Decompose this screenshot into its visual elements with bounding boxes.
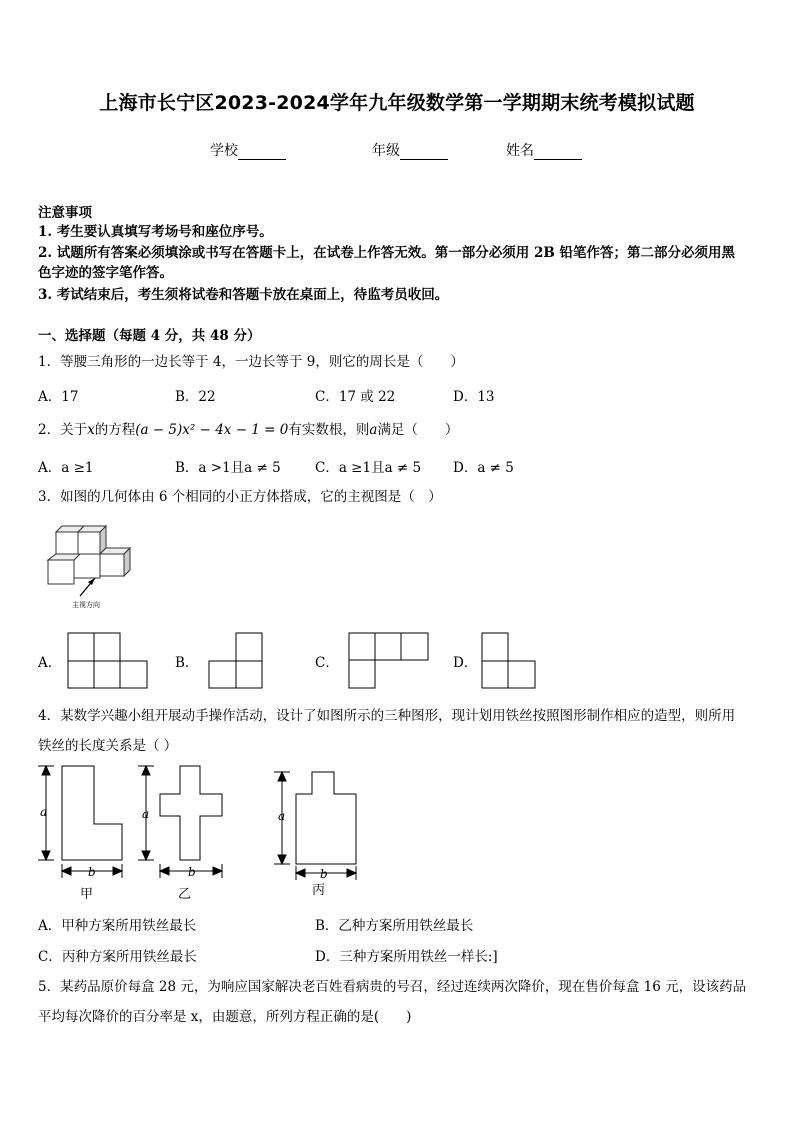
figure-bing-label: 丙 bbox=[312, 883, 326, 898]
question-4-stem: 4．某数学兴趣小组开展动手操作活动，设计了如图所示的三种图形，现计划用铁丝按照图形制作相应的造型，则所用 bbox=[38, 708, 736, 724]
q3-option-b: B． bbox=[175, 655, 199, 671]
q4-option-b: B．乙种方案所用铁丝最长 bbox=[315, 918, 474, 934]
q3-option-d: D． bbox=[453, 655, 478, 671]
cube-solid-figure bbox=[40, 520, 150, 612]
svg-text:a: a bbox=[40, 805, 48, 819]
svg-text:a: a bbox=[142, 807, 150, 821]
note-item: 3. 考试结束后，考生须将试卷和答题卡放在桌面上，待监考员收回。 bbox=[38, 287, 449, 303]
q2-option-a: A．a ≥1 bbox=[38, 460, 94, 476]
name-field: 姓名 bbox=[506, 140, 582, 160]
note-item: 1. 考生要认真填写考场号和座位序号。 bbox=[38, 224, 273, 240]
q2-option-c: C．a ≥1且a ≠ 5 bbox=[315, 460, 422, 476]
figure-yi-label: 乙 bbox=[178, 887, 192, 902]
svg-text:b: b bbox=[88, 865, 96, 879]
q3-option-a-figure bbox=[67, 632, 149, 690]
school-field: 学校 bbox=[210, 140, 286, 160]
q4-option-d: D．三种方案所用铁丝一样长:] bbox=[315, 949, 498, 965]
q3-option-c: C． bbox=[315, 655, 339, 671]
q3-option-d-figure bbox=[481, 632, 537, 690]
q4-option-c: C．丙种方案所用铁丝最长 bbox=[38, 949, 197, 965]
question-1-stem: 1．等腰三角形的一边长等于 4，一边长等于 9，则它的周长是（ ） bbox=[38, 354, 464, 370]
svg-text:b: b bbox=[320, 867, 328, 881]
svg-text:a: a bbox=[278, 809, 286, 823]
view-direction-label: 主视方向 bbox=[72, 601, 100, 609]
note-item: 2. 试题所有答案必须填涂或书写在答题卡上，在试卷上作答无效。第一部分必须用 2B 铅笔作答；第二部分必须用黑 bbox=[38, 245, 735, 261]
notes-heading: 注意事项 bbox=[38, 205, 92, 221]
question-5-stem-cont: 平均每次降价的百分率是 x，由题意，所列方程正确的是( ) bbox=[38, 1009, 412, 1025]
note-item: 色字迹的签字笔作答。 bbox=[38, 265, 173, 281]
question-4-stem-cont: 铁丝的长度关系是（ ） bbox=[38, 738, 178, 754]
q1-option-d: D．13 bbox=[453, 389, 495, 405]
q3-option-a: A． bbox=[38, 655, 62, 671]
figure-jia-label: 甲 bbox=[80, 887, 94, 902]
page-title: 上海市长宁区2023-2024学年九年级数学第一学期期末统考模拟试题 bbox=[99, 92, 695, 114]
grade-field: 年级 bbox=[372, 140, 448, 160]
q3-option-c-figure bbox=[348, 632, 430, 690]
figure-bing bbox=[272, 768, 364, 902]
question-5-stem: 5．某药品原价每盒 28 元，为响应国家解决老百姓看病贵的号召，经过连续两次降价，现在售价每盒 16 元，设该药品 bbox=[38, 979, 747, 995]
section-heading: 一、选择题（每题 4 分，共 48 分） bbox=[38, 328, 261, 344]
question-2-stem: 2．关于x的方程(a − 5)x² − 4x − 1 = 0有实数根，则a满足（ ） bbox=[38, 422, 459, 438]
q2-option-b: B．a >1且a ≠ 5 bbox=[175, 460, 281, 476]
svg-text:b: b bbox=[188, 865, 196, 879]
q2-option-d: D．a ≠ 5 bbox=[453, 460, 514, 476]
q3-option-b-figure bbox=[208, 632, 264, 690]
q2-equation: (a − 5)x² − 4x − 1 = 0 bbox=[135, 422, 289, 438]
figure-yi bbox=[136, 762, 240, 902]
q1-option-c: C．17 或 22 bbox=[315, 389, 396, 405]
figure-jia bbox=[36, 762, 132, 902]
q1-option-a: A．17 bbox=[38, 389, 79, 405]
q1-option-b: B．22 bbox=[175, 389, 216, 405]
q4-option-a: A．甲种方案所用铁丝最长 bbox=[38, 918, 197, 934]
question-3-stem: 3．如图的几何体由 6 个相同的小正方体搭成，它的主视图是（ ） bbox=[38, 489, 442, 505]
